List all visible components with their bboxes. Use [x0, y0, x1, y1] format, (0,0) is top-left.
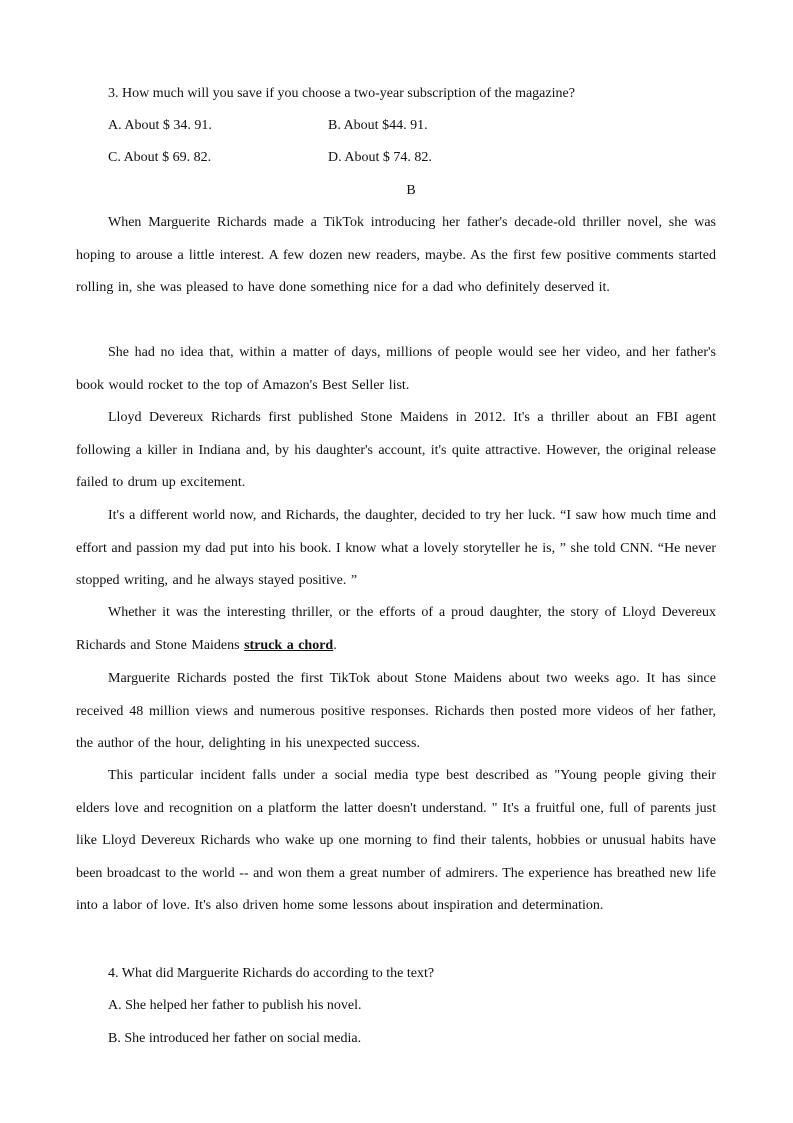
underlined-phrase: struck a chord — [244, 637, 334, 653]
passage-paragraph-5 — [76, 597, 716, 662]
passage-paragraph-1: When Marguerite Richards made a TikTok introducing her father's decade-old thriller novel, she was hoping to arouse a little interest. A few dozen new readers, maybe. As the first few positive comments started rolling in, she was pleased to have done something nice for a dad who definitely deserved it. — [76, 215, 716, 296]
question-4-option-b: B. She introduced her father on social media. — [108, 1031, 362, 1046]
question-4-option-a: A. She helped her father to publish his novel. — [108, 998, 362, 1013]
question-3-option-a: A. About $ 34. 91. — [108, 118, 212, 133]
question-3-stem: 3. How much will you save if you choose a two-year subscription of the magazine? — [108, 86, 575, 101]
paragraph-5-text: Whether it was the interesting thriller, or the efforts of a proud daughter, the story of Lloyd Devereux Richards and Stone Maidens — [76, 605, 716, 653]
question-3-option-c: C. About $ 69. 82. — [108, 150, 212, 165]
passage-paragraph-2: She had no idea that, within a matter of days, millions of people would see her video, and her father's book would rocket to the top of Amazon's Best Seller list. — [76, 345, 716, 393]
passage-paragraph-7: This particular incident falls under a social media type best described as "Young people giving their elders love and recognition on a platform the latter doesn't understand. " It's a fruitful one, full of parents just like Lloyd Devereux Richards who wake up one morning to find their talents, hobbies or unusual habits have been broadcast to the world -- and won them a great number of admirers. The experience has breathed new life into a labor of love. It's also driven home some lessons about inspiration and determination. — [76, 768, 716, 914]
question-3-option-b: B. About $44. 91. — [328, 118, 428, 133]
section-heading: B — [406, 183, 416, 198]
question-3-option-d: D. About $ 74. 82. — [328, 150, 432, 165]
passage-paragraph-6: Marguerite Richards posted the first TikTok about Stone Maidens about two weeks ago. It has since received 48 million views and numerous positive responses. Richards then posted more videos of her father, the author of the hour, delighting in his unexpected success. — [76, 671, 716, 752]
paragraph-5-period: . — [333, 637, 337, 653]
question-4-stem: 4. What did Marguerite Richards do according to the text? — [108, 966, 435, 981]
passage-paragraph-3: Lloyd Devereux Richards first published Stone Maidens in 2012. It's a thriller about an FBI agent following a killer in Indiana and, by his daughter's account, it's quite attractive. However, the original release failed to drum up excitement. — [76, 410, 716, 491]
passage-paragraph-4: It's a different world now, and Richards, the daughter, decided to try her luck. “I saw how much time and effort and passion my dad put into his book. I know what a lovely storyteller he is, ” she told CNN. “He never stopped writing, and he always stayed positive. ” — [76, 508, 716, 589]
